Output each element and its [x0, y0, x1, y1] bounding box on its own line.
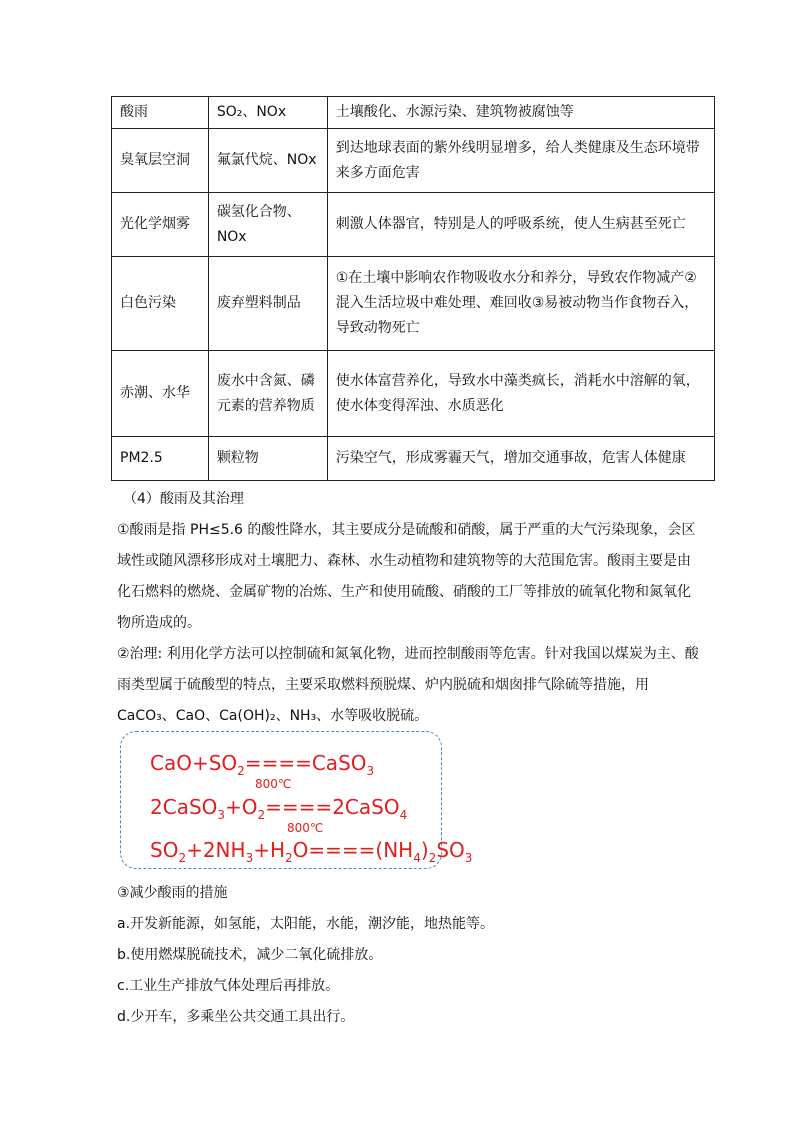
paragraph-treatment: ②治理: 利用化学方法可以控制硫和氮氧化物，进而控制酸雨等危害。针对我国以煤炭为主、酸雨类型属于硫酸型的特点，主要采取燃料预脱煤、炉内脱硫和烟囱排气除硫等措施，用 CaCO₃、CaO、Ca(OH)₂、NH₃、水等吸收脱硫。 [117, 646, 699, 724]
pollution-table [111, 96, 715, 481]
equation-3: $SO_2+2NH_3+H_2O====(NH_4)_2SO_3$ [150, 838, 473, 865]
pollution-type: 酸雨 [112, 97, 209, 129]
acid-rain-section [117, 484, 703, 732]
harm: 污染空气，形成雾霾天气，增加交通事故，危害人体健康 [327, 437, 714, 481]
list-item: d.少开车，多乘坐公共交通工具出行。 [117, 1009, 355, 1025]
table-row [112, 193, 715, 257]
harm: 到达地球表面的紫外线明显增多，给人类健康及生态环境带来多方面危害 [327, 129, 714, 193]
equation-1: $CaO+SO_2====CaSO_3$ [150, 751, 375, 778]
pollution-type: 光化学烟雾 [112, 193, 209, 257]
harm: 土壤酸化、水源污染、建筑物被腐蚀等 [327, 97, 714, 129]
pollution-type: 臭氧层空洞 [112, 129, 209, 193]
list-item: b.使用燃煤脱硫技术，减少二氧化硫排放。 [117, 947, 383, 963]
condition-label: 800℃ [287, 821, 324, 835]
table-row [112, 129, 715, 193]
pollutant: 废弃塑料制品 [208, 257, 327, 351]
table-row [112, 437, 715, 481]
condition-label: 800℃ [255, 777, 292, 791]
table-row [112, 97, 715, 129]
pollutant: 颗粒物 [208, 437, 327, 481]
section-heading: （4）酸雨及其治理 [123, 491, 244, 507]
harm: ①在土壤中影响农作物吸收水分和养分，导致农作物减产②混入生活垃圾中难处理、难回收③易被动物当作食物吞入，导致动物死亡 [327, 257, 714, 351]
pollution-type: 赤潮、水华 [112, 351, 209, 437]
table-row [112, 257, 715, 351]
measures-heading: ③减少酸雨的措施 [117, 885, 228, 901]
list-item: a.开发新能源，如氢能，太阳能，水能，潮汐能，地热能等。 [117, 916, 495, 932]
pollution-type: PM2.5 [112, 437, 209, 481]
table-row [112, 351, 715, 437]
pollutant: 废水中含氮、磷元素的营养物质 [208, 351, 327, 437]
list-item: c.工业生产排放气体处理后再排放。 [117, 978, 340, 994]
paragraph-definition: ①酸雨是指 PH≤5.6 的酸性降水，其主要成分是硫酸和硝酸，属于严重的大气污染现象，会区域性或随风漂移形成对土壤肥力、森林、水生动植物和建筑物等的大范围危害。酸雨主要是由化石燃料的燃烧、金属矿物的冶炼、生产和使用硫酸、硝酸的工厂等排放的硫氧化物和氮氧化物所造成的。 [117, 522, 696, 631]
pollutant: SO₂、NOx [208, 97, 327, 129]
pollution-type: 白色污染 [112, 257, 209, 351]
harm: 使水体富营养化，导致水中藻类疯长，消耗水中溶解的氧，使水体变得浑浊、水质恶化 [327, 351, 714, 437]
pollutant: 碳氢化合物、NOx [208, 193, 327, 257]
harm: 刺激人体器官，特别是人的呼吸系统，使人生病甚至死亡 [327, 193, 714, 257]
pollutant: 氟氯代烷、NOx [208, 129, 327, 193]
measures-section [117, 878, 703, 1033]
equation-2: $2CaSO_3+O_2====2CaSO_4$ [150, 795, 408, 822]
